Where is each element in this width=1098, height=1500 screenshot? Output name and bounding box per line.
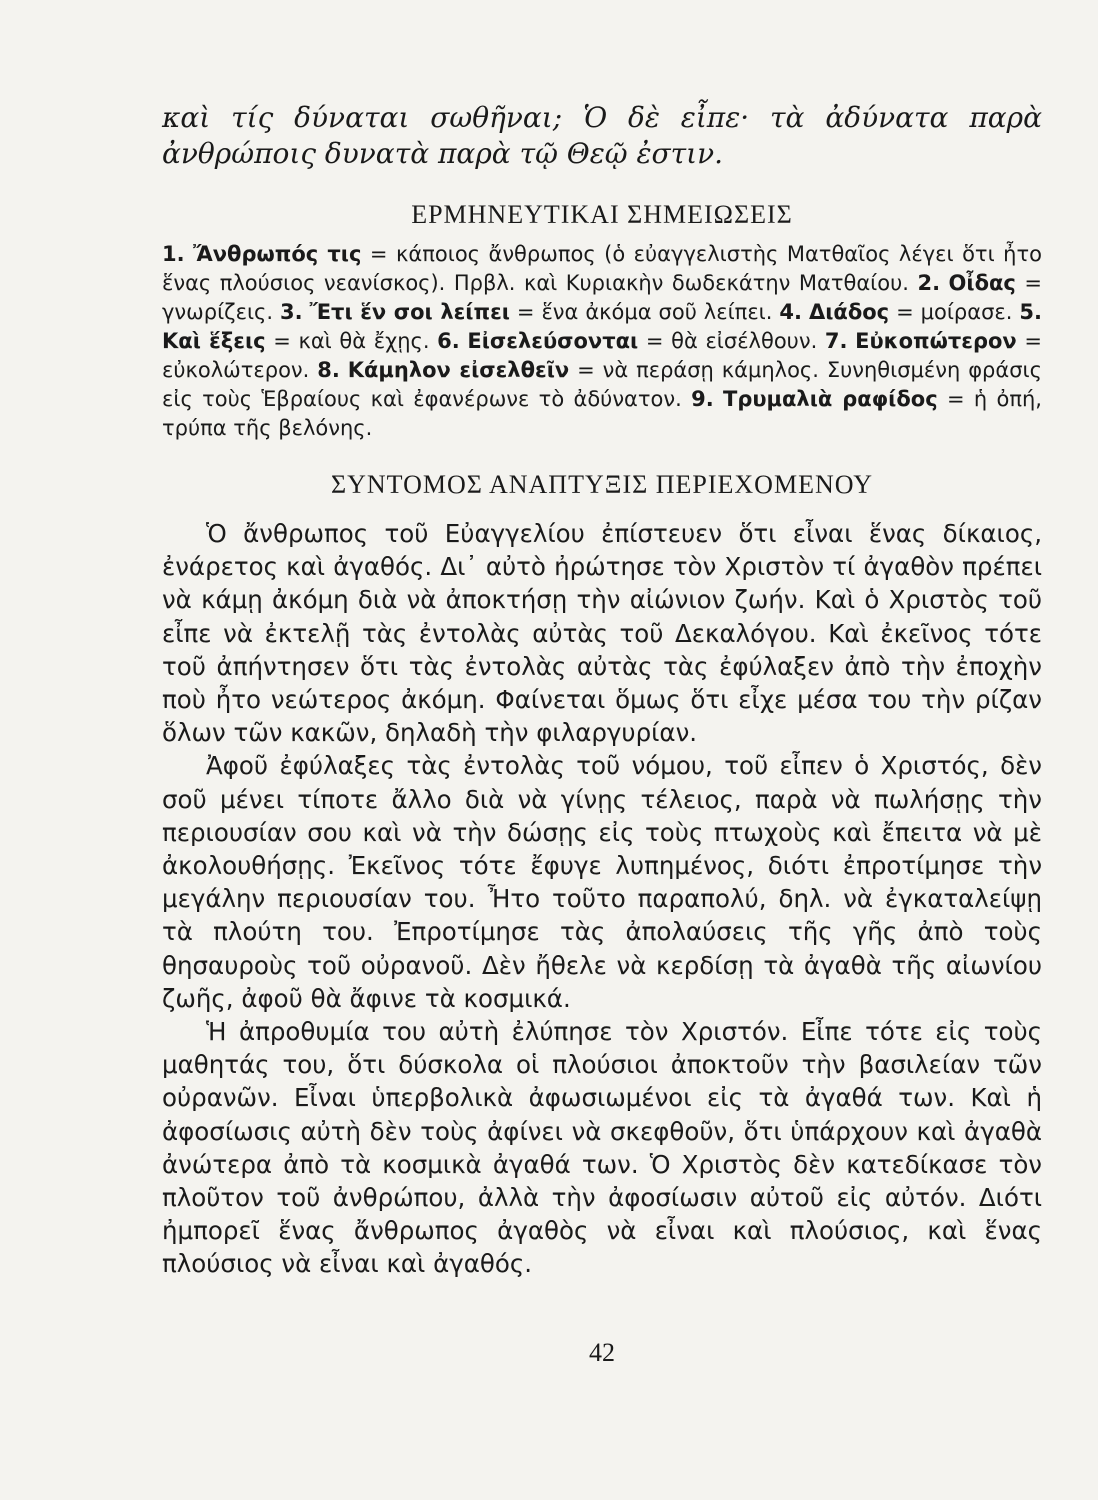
note-4 bbox=[779, 300, 1012, 324]
note-definition: = θὰ εἰσέλθουν. bbox=[645, 329, 818, 353]
note-number: 4. bbox=[779, 300, 802, 324]
note-definition: = ἕνα ἀκόμα σοῦ λείπει. bbox=[516, 300, 773, 324]
note-number: 2. bbox=[917, 271, 941, 295]
note-number: 6. bbox=[437, 329, 460, 353]
paragraph: Ἀφοῦ ἐφύλαξες τὰς ἐντολὰς τοῦ νόμου, τοῦ εἶπεν ὁ Χριστός, δὲν σοῦ μένει τίποτε ἄλλο διὰ νὰ γίνῃς τέλειος, παρὰ νὰ πωλήσῃς τὴν περιουσίαν σου καὶ νὰ τὴν δώσῃς εἰς τοὺς πτωχοὺς καὶ ἔπειτα νὰ μὲ ἀκολουθήσῃς. Ἐκεῖνος τότε ἔφυγε λυπημένος, διότι ἐπροτίμησε τὴν μεγάλην περιουσίαν του. Ἦτο τοῦτο παραπολύ, δηλ. νὰ ἐγκαταλείψῃ τὰ πλούτη του. Ἐπροτίμησε τὰς ἀπολαύσεις τῆς γῆς ἀπὸ τοὺς θησαυροὺς τοῦ οὐρανοῦ. Δὲν ἤθελε νὰ κερδίσῃ τὰ ἀγαθὰ τῆς αἰωνίου ζωῆς, ἀφοῦ θὰ ἄφινε τὰ κοσμικά. bbox=[162, 751, 1042, 1013]
note-number: 1. bbox=[162, 242, 185, 266]
paragraph: Ὁ ἄνθρωπος τοῦ Εὐαγγελίου ἐπίστευεν ὅτι εἶναι ἕνας δίκαιος, ἐνάρετος καὶ ἀγαθός. Δι᾽ αὐτὸ ἠρώτησε τὸν Χριστὸν τί ἀγαθὸν πρέπει νὰ κάμῃ ἀκόμη διὰ νὰ ἀποκτήσῃ τὴν αἰώνιον ζωήν. Καὶ ὁ Χριστὸς τοῦ εἶπε νὰ ἐκτελῇ τὰς ἐντολὰς αὐτὰς τοῦ Δεκαλόγου. Καὶ ἐκεῖνος τότε τοῦ ἀπήντησεν ὅτι τὰς ἐντολὰς αὐτὰς τὰς ἐφύλαξεν ἀπὸ τὴν ἐποχὴν ποὺ ἦτο νεώτερος ἀκόμη. Φαίνεται ὅμως ὅτι εἶχε μέσα του τὴν ρίζαν ὅλων τῶν κακῶν, δηλαδὴ τὴν φιλαργυρίαν. bbox=[162, 519, 1042, 748]
note-definition: = μοίρασε. bbox=[896, 300, 1013, 324]
notes-block bbox=[162, 240, 1042, 443]
note-number: 9. bbox=[691, 387, 714, 411]
note-number: 8. bbox=[317, 358, 340, 382]
note-definition: = νὰ περάσῃ κάμηλος. Συνηθισμένη φράσις εἰς τοὺς Ἑβραίους καὶ ἐφανέρωνε τὸ ἀδύνατον. bbox=[162, 358, 1042, 411]
note-definition: = γνωρίζεις. bbox=[162, 271, 1042, 324]
note-6 bbox=[437, 329, 817, 353]
note-definition: = καὶ θὰ ἔχῃς. bbox=[273, 329, 430, 353]
note-number: 5. bbox=[1019, 300, 1042, 324]
note-term: Εἰσελεύσονται bbox=[467, 329, 639, 353]
note-3 bbox=[280, 300, 772, 324]
note-term: Εὐκοπώτερον bbox=[855, 329, 1017, 353]
note-term: Ἄνθρωπός τις bbox=[193, 242, 362, 266]
notes-heading: ΕΡΜΗΝΕΥΤΙΚΑΙ ΣΗΜΕΙΩΣΕΙΣ bbox=[411, 200, 793, 229]
summary-heading: ΣΥΝΤΟΜΟΣ ΑΝΑΠΤΥΞΙΣ ΠΕΡΙΕΧΟΜΕΝΟΥ bbox=[331, 470, 873, 499]
note-term: Οἶδας bbox=[948, 271, 1016, 295]
summary-body bbox=[162, 517, 1042, 1281]
quote-text: καὶ τίς δύναται σωθῆναι; Ὁ δὲ εἶπε· τὰ ἀδύνατα παρὰ ἀνθρώποις δυνατὰ παρὰ τῷ Θεῷ ἐστιν. bbox=[162, 101, 1042, 170]
note-1 bbox=[162, 242, 1042, 295]
note-term: Τρυμαλιὰ ραφίδος bbox=[723, 387, 938, 411]
paragraph: Ἡ ἀπροθυμία του αὐτὴ ἐλύπησε τὸν Χριστόν. Εἶπε τότε εἰς τοὺς μαθητάς του, ὅτι δύσκολα οἱ πλούσιοι ἀποκτοῦν τὴν βασιλείαν τῶν οὐρανῶν. Εἶναι ὑπερβολικὰ ἀφωσιωμένοι εἰς τὰ ἀγαθά των. Καὶ ἡ ἀφοσίωσις αὐτὴ δὲν τοὺς ἀφίνει νὰ σκεφθοῦν, ὅτι ὑπάρχουν καὶ ἀγαθὰ ἀνώτερα ἀπὸ τὰ κοσμικὰ ἀγαθά των. Ὁ Χριστὸς δὲν κατεδίκασε τὸν πλοῦτον τοῦ ἀνθρώπου, ἀλλὰ τὴν ἀφοσίωσιν αὐτοῦ εἰς αὐτόν. Διότι ἠμπορεῖ ἕνας ἄνθρωπος ἀγαθὸς νὰ εἶναι καὶ πλούσιος, καὶ ἕνας πλούσιος νὰ εἶναι καὶ ἀγαθός. bbox=[162, 1017, 1042, 1279]
note-term: Διάδος bbox=[808, 300, 890, 324]
note-term: Ἔτι ἕν σοι λείπει bbox=[309, 300, 510, 324]
note-number: 3. bbox=[280, 300, 303, 324]
note-definition: = ἡ ὀπή, τρύπα τῆς βελόνης. bbox=[162, 387, 1042, 440]
note-term: Κάμηλον εἰσελθεῖν bbox=[347, 358, 570, 382]
note-number: 7. bbox=[824, 329, 848, 353]
page-number: 42 bbox=[589, 1338, 615, 1367]
note-term: Καὶ ἕξεις bbox=[162, 329, 266, 353]
note-definition: = εὐκολώτερον. bbox=[162, 329, 1042, 382]
note-definition: = κάποιος ἄνθρωπος (ὁ εὐαγγελιστὴς Ματθαῖος λέγει ὅτι ἦτο ἕνας πλούσιος νεανίσκος). Πρβλ. καὶ Κυριακὴν δωδεκάτην Ματθαίου. bbox=[162, 242, 1042, 295]
